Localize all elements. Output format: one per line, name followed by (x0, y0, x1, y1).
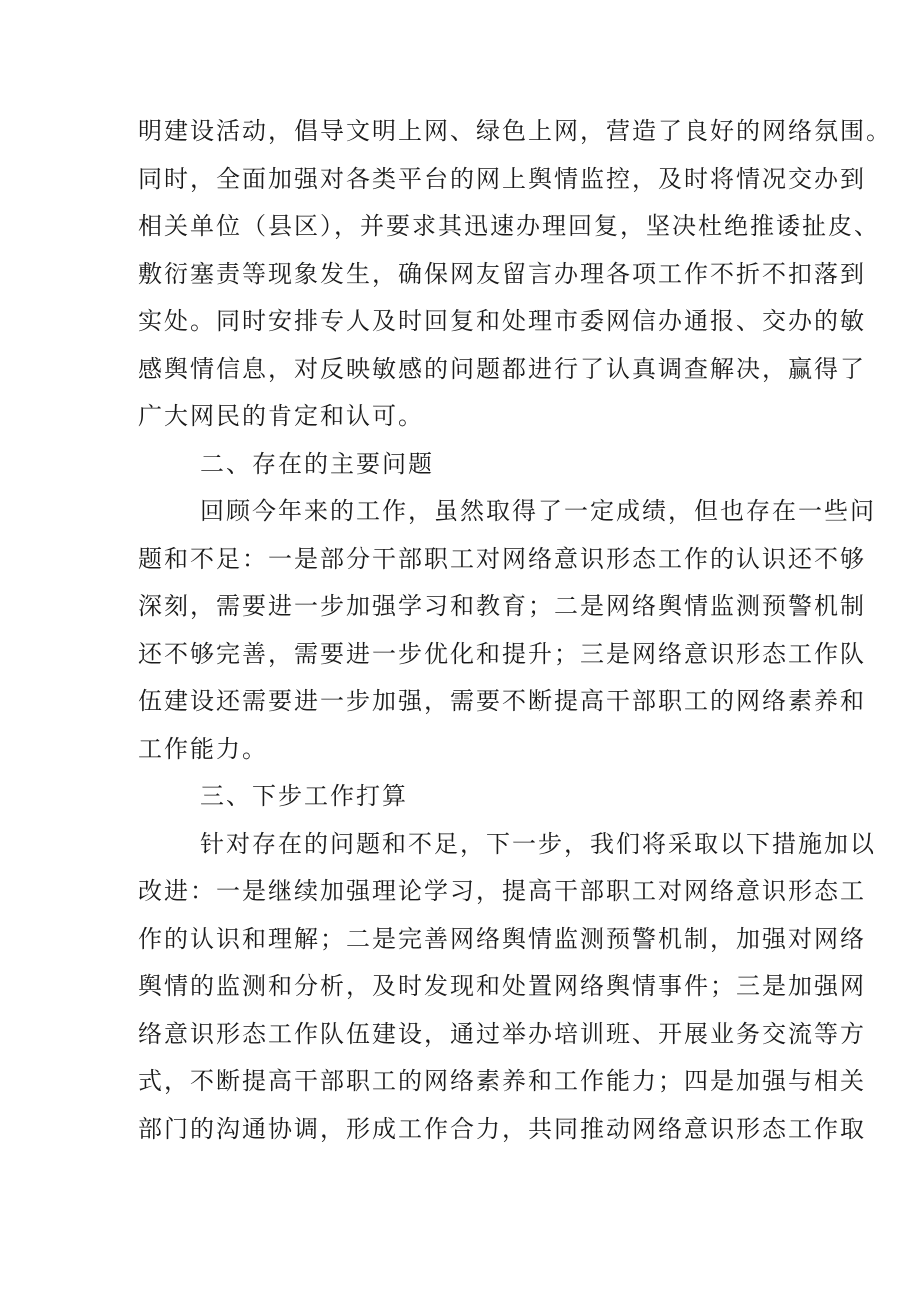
section-heading: 三、下步工作打算 (200, 782, 408, 810)
text-line: 实处。同时安排专人及时回复和处理市委网信办通报、交办的敏 (138, 307, 866, 335)
text-line: 广大网民的肯定和认可。 (138, 402, 424, 430)
text-line: 深刻，需要进一步加强学习和教育；二是网络舆情监测预警机制 (138, 592, 866, 620)
text-line: 络意识形态工作队伍建设，通过举办培训班、开展业务交流等方 (138, 1019, 866, 1048)
text-line: 敷衍塞责等现象发生，确保网友留言办理各项工作不折不扣落到 (138, 259, 866, 288)
text-line: 舆情的监测和分析，及时发现和处置网络舆情事件；三是加强网 (138, 972, 866, 1000)
document-body (138, 108, 892, 1153)
text-line: 部门的沟通协调，形成工作合力，共同推动网络意识形态工作取 (138, 1114, 866, 1143)
text-line: 感舆情信息，对反映敏感的问题都进行了认真调查解决，赢得了 (138, 354, 866, 383)
text-line: 伍建设还需要进一步加强，需要不断提高干部职工的网络素养和 (138, 687, 866, 715)
text-line: 还不够完善，需要进一步优化和提升；三是网络意识形态工作队 (138, 639, 866, 668)
text-line: 明建设活动，倡导文明上网、绿色上网，营造了良好的网络氛围。 (138, 117, 892, 145)
paragraph-first-line: 针对存在的问题和不足，下一步，我们将采取以下措施加以 (200, 829, 876, 858)
text-line: 作的认识和理解；二是完善网络舆情监测预警机制，加强对网络 (138, 924, 866, 953)
paragraph-first-line: 回顾今年来的工作，虽然取得了一定成绩，但也存在一些问 (200, 497, 876, 525)
text-line: 改进：一是继续加强理论学习，提高干部职工对网络意识形态工 (138, 877, 866, 905)
section-heading: 二、存在的主要问题 (200, 449, 434, 478)
text-line: 题和不足：一是部分干部职工对网络意识形态工作的认识还不够 (138, 544, 866, 573)
text-line: 工作能力。 (138, 734, 268, 763)
text-line: 同时，全面加强对各类平台的网上舆情监控，及时将情况交办到 (138, 164, 866, 193)
text-line: 式，不断提高干部职工的网络素养和工作能力；四是加强与相关 (138, 1067, 866, 1095)
text-line: 相关单位（县区），并要求其迅速办理回复，坚决杜绝推诿扯皮、 (138, 212, 880, 240)
